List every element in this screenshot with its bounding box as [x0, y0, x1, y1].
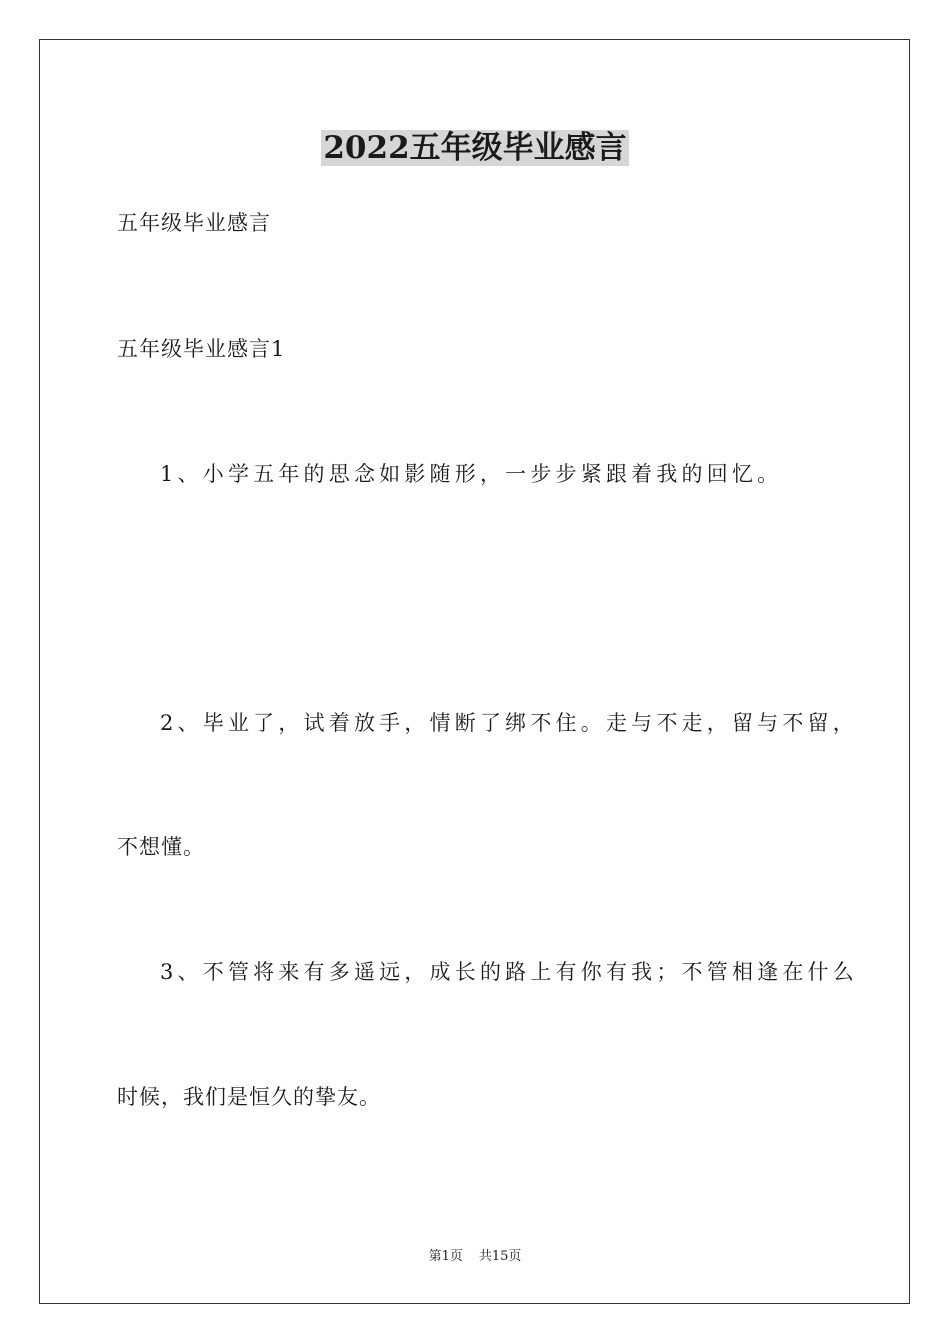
paragraph-3-line-2: 时候，我们是恒久的挚友。	[117, 1085, 381, 1109]
document-subtitle: 五年级毕业感言	[117, 211, 271, 235]
page-number-current: 第1页	[428, 1249, 463, 1264]
document-title	[0, 126, 950, 170]
paragraph-3-line-1: 3、不管将来有多遥远，成长的路上有你有我；不管相逢在什么	[160, 960, 858, 984]
page-number-total: 共15页	[478, 1249, 522, 1264]
section-heading: 五年级毕业感言1	[117, 337, 286, 361]
paragraph-2-line-1: 2、毕业了，试着放手，情断了绑不住。走与不走，留与不留，	[160, 711, 858, 735]
paragraph-2-line-2: 不想懂。	[117, 835, 205, 859]
page-footer	[0, 1248, 950, 1266]
document-title-text: 2022五年级毕业感言	[323, 130, 627, 166]
paragraph-1: 1、小学五年的思念如影随形，一步步紧跟着我的回忆。	[160, 462, 783, 486]
